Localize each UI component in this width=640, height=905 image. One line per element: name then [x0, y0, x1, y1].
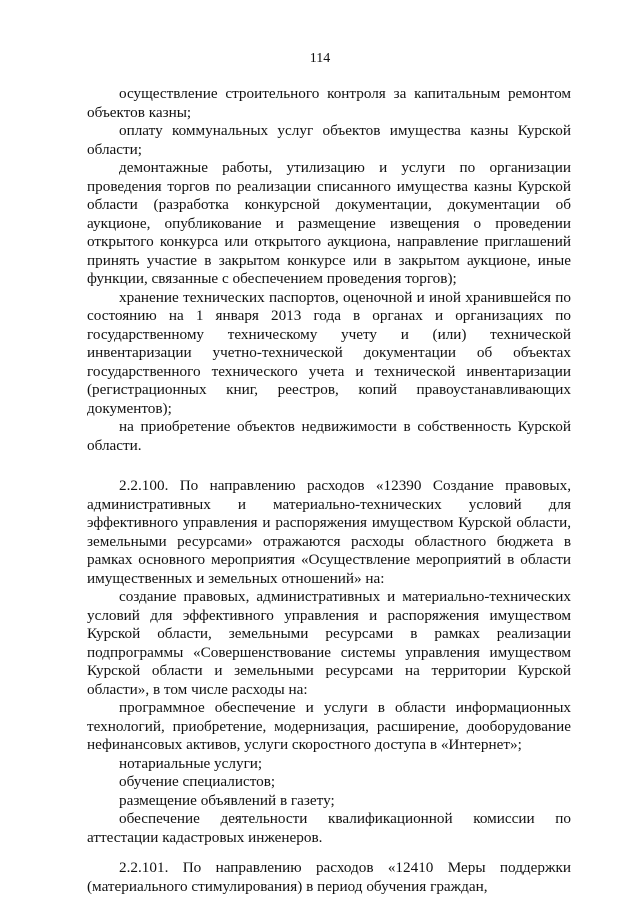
page-number: 114: [309, 51, 331, 66]
paragraph-conditions-creation: создание правовых, административных и материально-технических условий для эффективного управления и распоряжения имуществом Курской области, земельными ресурсами в рамках реализации подпрограммы «Совершенствование системы управления имуществом Курской области и земельными ресурсами на территории Курской области», в том числе расходы на:: [87, 588, 571, 698]
paragraph-passport-storage: хранение технических паспортов, оценочной и иной хранившейся по состоянию на 1 января 2013 года в органах и организациях по государственному техническому учету и (или) технической инвентаризации учетно-технической документации об объектах государственного технического учета и технической инвентаризации (регистрационных книг, реестров, копий правоустанавливающих документов);: [87, 288, 571, 417]
paragraph-utilities-payment: оплату коммунальных услуг объектов имущества казны Курской области;: [87, 122, 571, 158]
paragraph-section-2-2-101: 2.2.101. По направлению расходов «12410 Меры поддержки (материального стимулирования) в период обучения граждан,: [87, 859, 571, 895]
paragraph-construction-control: осуществление строительного контроля за капитальным ремонтом объектов казны;: [87, 85, 571, 121]
paragraph-staff-training: обучение специалистов;: [119, 773, 276, 790]
section-gap: [87, 455, 571, 477]
paragraph-dismantling-works: демонтажные работы, утилизацию и услуги по организации проведения торгов по реализации списанного имущества казны Курской области (разработка конкурсной документации, документации об аукционе, опубликование и размещение извещения о проведении открытого конкурса или открытого аукциона, направление приглашений принять участие в закрытом конкурсе или в закрытом аукционе, иные функции, связанные с обеспечением проведения торгов);: [87, 159, 571, 287]
paragraph-newspaper-ads: размещение объявлений в газету;: [119, 791, 335, 809]
paragraph-section-2-2-100: 2.2.100. По направлению расходов «12390 Создание правовых, административных и материально-технических условий для эффективного управления и распоряжения имуществом Курской области, земельными ресурсами» отражаются расходы областного бюджета в рамках основного мероприятия «Осуществление мероприятий в области имущественных и земельных отношений» на:: [87, 477, 571, 587]
paragraph-qualification-commission: обеспечение деятельности квалификационной комиссии по аттестации кадастровых инженеров.: [87, 810, 571, 846]
paragraph-real-estate-acquisition: на приобретение объектов недвижимости в собственность Курской области.: [87, 418, 571, 454]
paragraph-software-services: программное обеспечение и услуги в области информационных технологий, приобретение, модернизация, расширение, дооборудование нефинансовых активов, услуги скоростного доступа в «Интернет»;: [87, 699, 571, 753]
section-gap-small: [87, 847, 571, 859]
paragraph-notary-services: нотариальные услуги;: [119, 754, 263, 772]
document-body: [87, 85, 571, 896]
